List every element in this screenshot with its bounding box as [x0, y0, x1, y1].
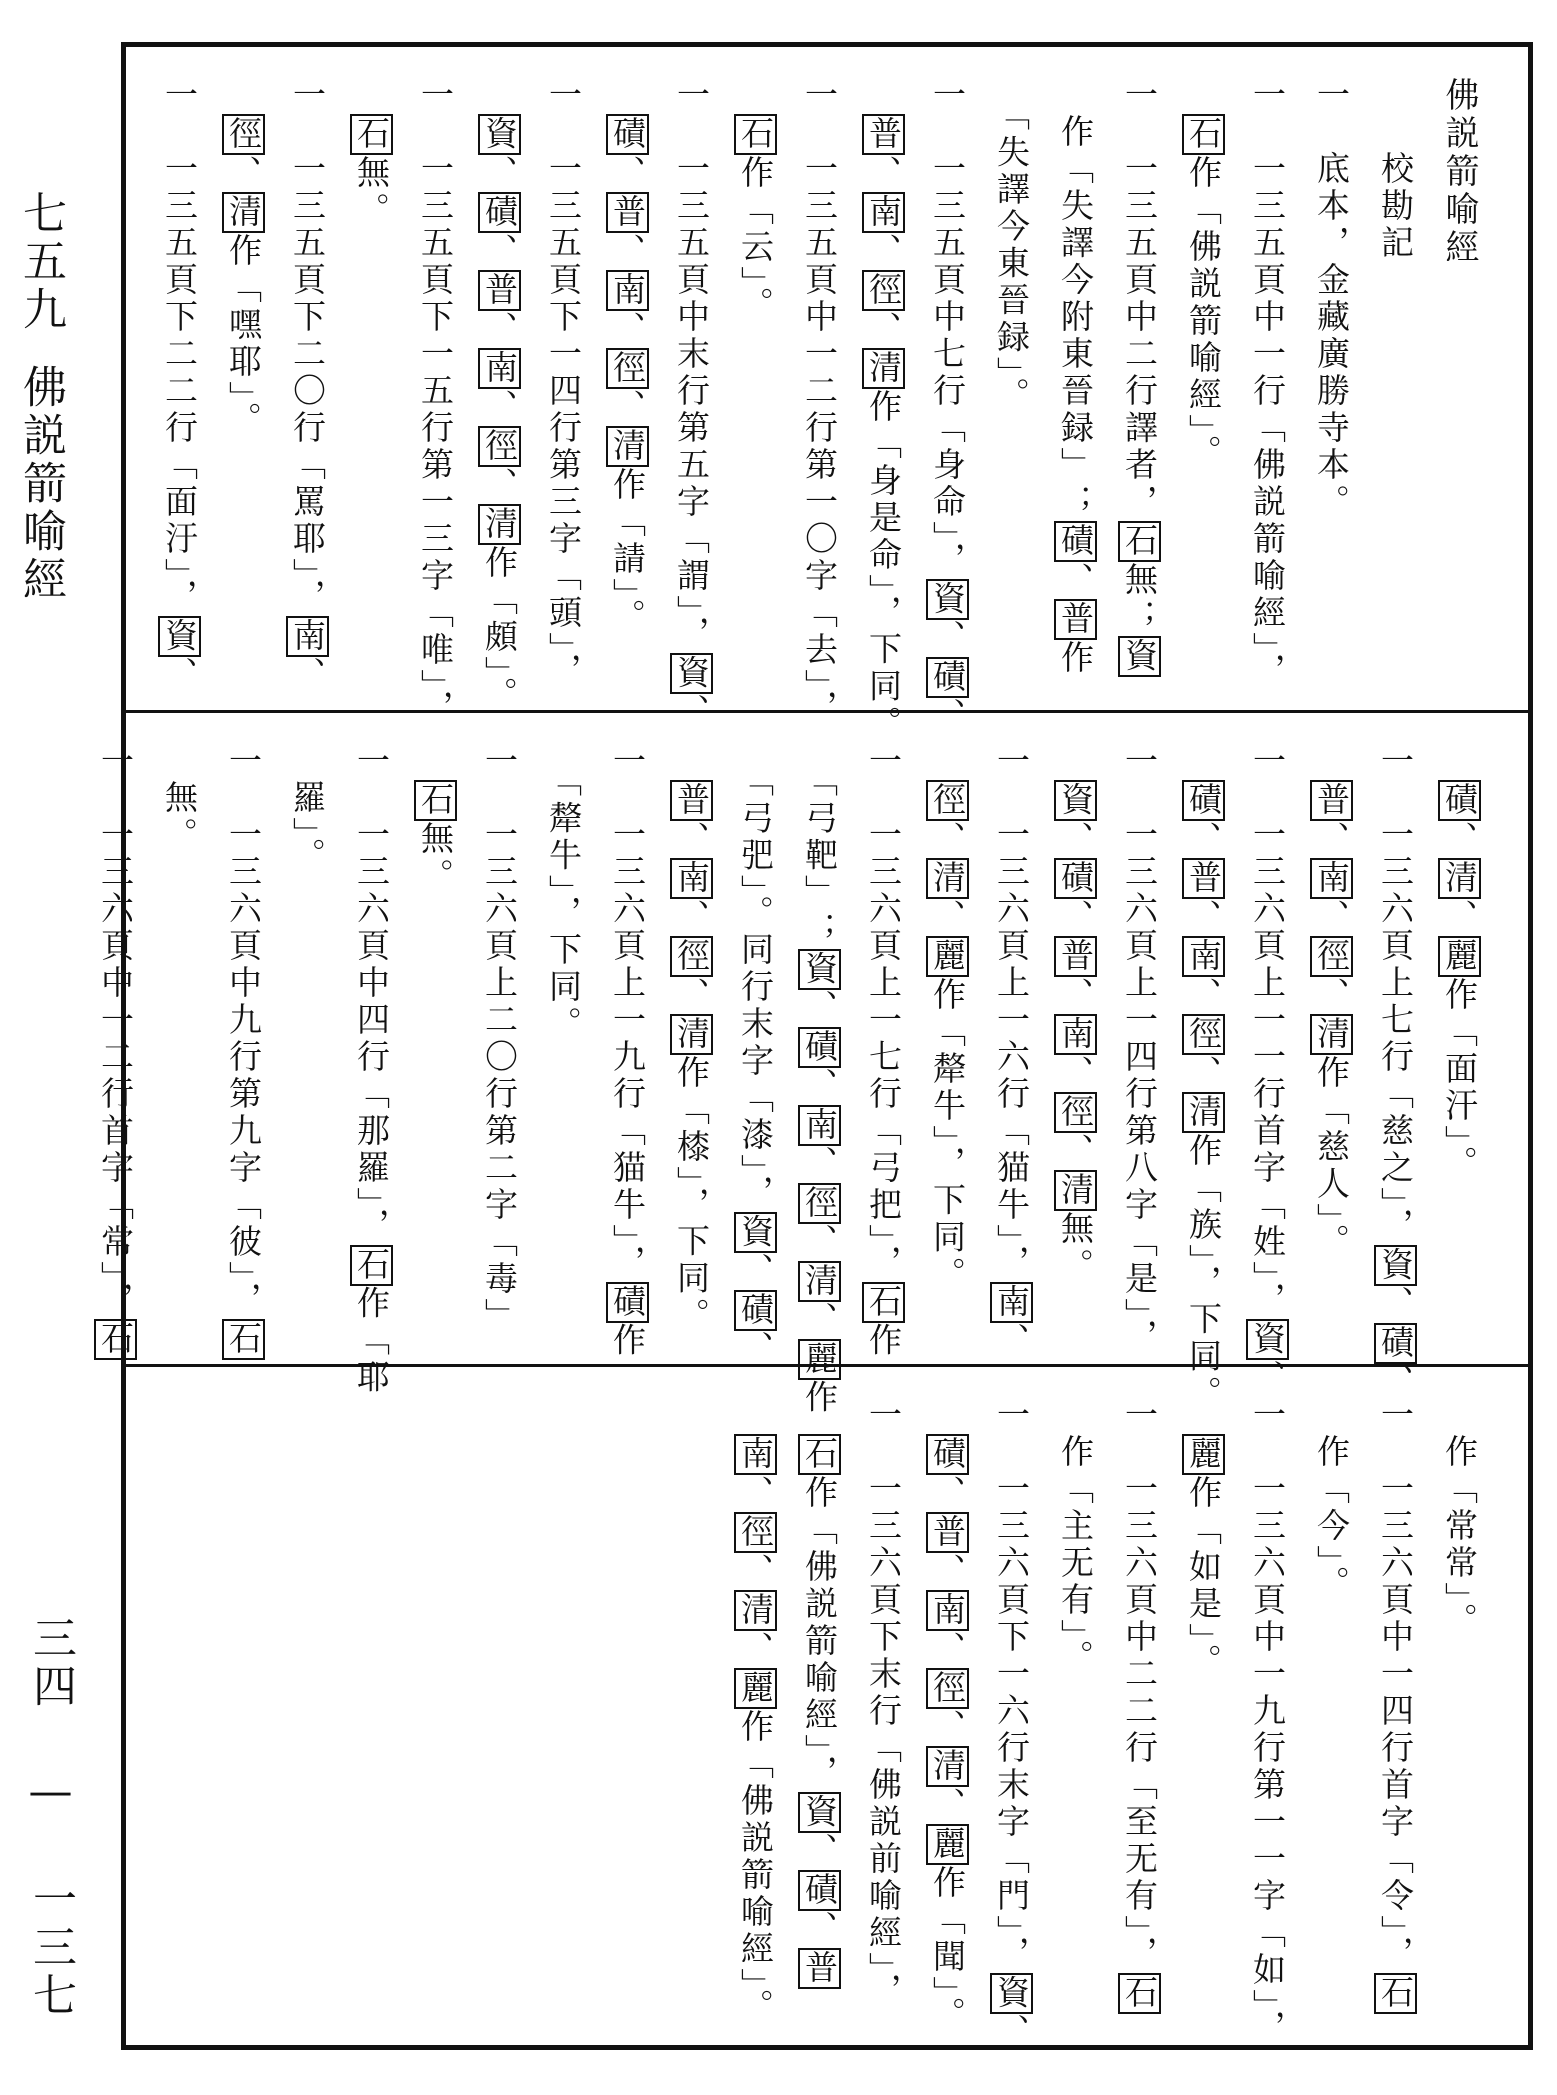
text-run: 、: [1056, 899, 1095, 936]
edition-siglum: 石: [736, 116, 775, 153]
text-run: 作「頗」。: [480, 545, 519, 714]
edition-siglum: 石: [352, 116, 391, 153]
text-column: [342, 743, 400, 1397]
text-run: 作「慈人」。: [1312, 1055, 1351, 1261]
text-run: 一 一三六頁上七行「慈之」，: [1376, 743, 1415, 1245]
text-run: 、: [480, 311, 519, 348]
text-run: 、: [480, 389, 519, 426]
text-run: 「弓靶」；: [800, 743, 839, 949]
edition-siglum: 普: [480, 272, 519, 309]
text-column: [214, 77, 272, 439]
edition-siglum: 南: [672, 860, 711, 897]
edition-siglum: 清: [224, 194, 263, 231]
text-run: 、: [288, 656, 327, 694]
text-run: [928, 743, 967, 780]
text-run: 、: [1184, 899, 1223, 936]
edition-siglum: 磧: [800, 1871, 839, 1909]
text-column: [598, 77, 656, 636]
edition-siglum: 資: [672, 654, 711, 692]
text-run: 、: [800, 1910, 839, 1948]
text-column: [1302, 1397, 1360, 1603]
text-run: 作「佛説箭喻經」。: [736, 1709, 775, 2026]
text-column: [1430, 743, 1488, 1183]
edition-siglum: 徑: [736, 1514, 775, 1551]
text-run: 、: [800, 1832, 839, 1870]
text-run: 、: [864, 155, 903, 192]
text-run: 、: [800, 1223, 839, 1261]
edition-siglum: 磧: [1440, 782, 1479, 819]
text-run: [736, 1397, 775, 1434]
edition-siglum: 南: [1056, 1016, 1095, 1053]
text-column: [982, 77, 1040, 414]
edition-siglum: 清: [672, 1016, 711, 1053]
text-run: [1312, 743, 1351, 780]
text-run: 、: [1056, 977, 1095, 1014]
text-run: 、: [672, 693, 711, 731]
text-column: [918, 743, 976, 1294]
text-run: 「弓弝」。同行末字「漆」，: [736, 743, 775, 1212]
edition-siglum: 磧: [800, 1028, 839, 1066]
page-number: 七五九: [15, 190, 66, 334]
text-run: 一 一三五頁中二行譯者，: [1120, 77, 1159, 521]
edition-siglum: 資: [800, 950, 839, 988]
edition-siglum: 南: [608, 272, 647, 309]
text-column: [1238, 743, 1296, 1397]
text-run: 、: [1312, 821, 1351, 858]
text-column: [534, 77, 592, 690]
text-run: 、: [160, 656, 199, 694]
edition-siglum: 普: [1056, 601, 1095, 638]
text-column: [918, 1397, 976, 2034]
text-column: [1110, 743, 1168, 1356]
text-run: 作「請」。: [608, 467, 647, 636]
text-run: [800, 1397, 839, 1434]
edition-siglum: 石: [416, 782, 455, 819]
text-run: [736, 77, 775, 114]
text-column: [1174, 77, 1232, 472]
text-run: 作: [800, 1379, 839, 1417]
edition-siglum: 麗: [800, 1340, 839, 1378]
text-run: [928, 1397, 967, 1434]
text-run: 無。: [160, 743, 199, 854]
text-run: [224, 77, 263, 114]
text-run: [1440, 743, 1479, 780]
text-run: 、: [1184, 1055, 1223, 1092]
text-run: 、: [1376, 1363, 1415, 1401]
text-run: 作「失譯今附東晉録」；: [1056, 77, 1095, 521]
text-run: 、: [480, 155, 519, 192]
text-column: [150, 77, 208, 694]
text-run: 一 一三六頁上一七行「弓把」，: [864, 743, 903, 1282]
text-column: [1366, 1397, 1424, 2014]
text-column: [598, 743, 656, 1360]
text-column: [790, 77, 848, 727]
edition-siglum: 麗: [928, 1826, 967, 1863]
text-column: [1430, 77, 1488, 267]
text-run: 一 一三六頁上一六行「猫牛」，: [992, 743, 1031, 1282]
text-run: 、: [672, 821, 711, 858]
text-column: [1046, 77, 1104, 677]
text-run: [1184, 1397, 1223, 1434]
edition-siglum: 資: [928, 580, 967, 618]
edition-siglum: 普: [1056, 938, 1095, 975]
text-column: [662, 77, 720, 731]
edition-siglum: 石: [224, 1320, 263, 1358]
edition-siglum: 資: [1248, 1320, 1287, 1358]
text-run: 作「云」。: [736, 155, 775, 324]
text-column: [1046, 1397, 1104, 1677]
text-column: [406, 743, 464, 895]
page-marker: [15, 190, 66, 604]
text-run: 一 底本，金藏廣勝寺本。: [1312, 77, 1351, 521]
edition-siglum: 徑: [1312, 938, 1351, 975]
text-run: 、: [928, 1787, 967, 1824]
edition-siglum: 南: [992, 1283, 1031, 1321]
text-column: [150, 743, 208, 854]
edition-siglum: 磧: [608, 1283, 647, 1321]
text-column: [726, 77, 784, 324]
text-column: [854, 1397, 912, 2010]
edition-siglum: 徑: [224, 116, 263, 153]
text-run: 、: [928, 1553, 967, 1590]
text-run: 一 一三六頁下一六行末字「門」，: [992, 1397, 1031, 1973]
edition-siglum: 普: [1312, 782, 1351, 819]
text-run: 作「面汗」。: [1440, 977, 1479, 1183]
text-column: [1366, 77, 1424, 262]
text-run: 、: [1376, 1285, 1415, 1323]
text-run: 無。: [1056, 1211, 1095, 1285]
text-run: 、: [800, 1067, 839, 1105]
text-run: 一 一三六頁中一九行第一一字「如」，: [1248, 1397, 1287, 2047]
volume-page-reference: 三四 — 一三七: [25, 1615, 76, 2020]
edition-siglum: 清: [928, 860, 967, 897]
edition-siglum: 石: [1376, 1974, 1415, 2012]
text-run: 一 一三六頁中一二行首字「常」，: [96, 743, 135, 1319]
text-column: [1430, 1397, 1488, 1640]
edition-siglum: 磧: [736, 1291, 775, 1329]
edition-siglum: 清: [1184, 1094, 1223, 1131]
text-column: [86, 743, 144, 1360]
text-run: 、: [928, 1631, 967, 1668]
text-run: 、: [992, 1322, 1031, 1360]
text-run: 、: [608, 233, 647, 270]
edition-siglum: 南: [800, 1106, 839, 1144]
text-run: 無。: [416, 821, 455, 895]
text-run: 作「佛説箭喻經」，: [800, 1475, 839, 1792]
edition-siglum: 普: [864, 116, 903, 153]
edition-siglum: 清: [800, 1262, 839, 1300]
text-column: [278, 77, 336, 694]
text-run: 、: [1184, 821, 1223, 858]
text-run: 、: [1248, 1359, 1287, 1397]
edition-siglum: 普: [1184, 860, 1223, 897]
edition-siglum: 清: [864, 350, 903, 387]
page-frame: [96, 42, 1533, 2051]
edition-siglum: 資: [160, 617, 199, 655]
edition-siglum: 南: [736, 1436, 775, 1473]
edition-siglum: 清: [736, 1592, 775, 1629]
edition-siglum: 磧: [928, 1436, 967, 1473]
text-run: 、: [736, 1475, 775, 1512]
edition-siglum: 資: [1056, 782, 1095, 819]
text-run: 、: [1312, 977, 1351, 1014]
text-run: [672, 743, 711, 780]
text-run: 一 一三六頁上一一行首字「姓」，: [1248, 743, 1287, 1319]
text-column: [1302, 743, 1360, 1261]
text-column: [982, 1397, 1040, 2051]
text-run: 作「常常」。: [1440, 1397, 1479, 1640]
text-column: [726, 743, 784, 1368]
text-run: [1056, 743, 1095, 780]
text-column: [406, 77, 464, 727]
text-run: 一 一三五頁中一二行第一〇字「去」，: [800, 77, 839, 727]
edition-siglum: 石: [1120, 523, 1159, 560]
text-column: [1302, 77, 1360, 521]
text-column: [1110, 1397, 1168, 2014]
text-run: 一 一三五頁下一五行第一三字「唯」，: [416, 77, 455, 727]
text-run: 、: [608, 155, 647, 192]
edition-siglum: 清: [1312, 1016, 1351, 1053]
edition-siglum: 南: [480, 350, 519, 387]
text-run: 一 一三六頁下末行「佛説前喻經」，: [864, 1397, 903, 2010]
edition-siglum: 資: [480, 116, 519, 153]
text-run: 作: [864, 1322, 903, 1360]
text-column: [1174, 1397, 1232, 1681]
edition-siglum: 資: [1120, 638, 1159, 675]
text-run: 、: [1056, 562, 1095, 599]
text-run: 一 一三五頁下一四行第三字「頭」，: [544, 77, 583, 690]
text-run: 、: [1440, 821, 1479, 858]
edition-siglum: 磧: [1056, 523, 1095, 560]
text-run: 、: [928, 619, 967, 657]
edition-siglum: 清: [1056, 1172, 1095, 1209]
edition-siglum: 石: [1120, 1974, 1159, 2012]
text-run: 、: [864, 311, 903, 348]
text-column: [278, 743, 336, 875]
text-column: [1238, 77, 1296, 690]
edition-siglum: 南: [288, 617, 327, 655]
text-run: 一 一三六頁中九行第九字「彼」，: [224, 743, 263, 1319]
text-run: 、: [736, 1553, 775, 1590]
text-run: 、: [800, 989, 839, 1027]
text-column: [982, 743, 1040, 1360]
edition-siglum: 石: [1184, 116, 1223, 153]
text-run: 、: [1440, 899, 1479, 936]
text-run: 一 一三五頁中一行「佛説箭喻經」，: [1248, 77, 1287, 690]
text-column: [1366, 743, 1424, 1401]
text-column: [790, 743, 848, 1417]
edition-siglum: 麗: [1184, 1436, 1223, 1473]
text-run: [1184, 77, 1223, 114]
text-run: 一 一三六頁中二二行「至无有」，: [1120, 1397, 1159, 1973]
edition-siglum: 普: [608, 194, 647, 231]
text-column: [662, 743, 720, 1335]
text-run: 、: [1312, 899, 1351, 936]
text-run: 無。: [352, 155, 391, 229]
text-run: 、: [736, 1330, 775, 1368]
text-run: 、: [992, 2013, 1031, 2051]
text-run: 、: [928, 821, 967, 858]
text-run: 、: [608, 389, 647, 426]
edition-siglum: 清: [1440, 860, 1479, 897]
edition-siglum: 清: [608, 428, 647, 465]
text-run: [480, 77, 519, 114]
text-run: 、: [928, 899, 967, 936]
text-run: 、: [1056, 1133, 1095, 1170]
edition-siglum: 麗: [1440, 938, 1479, 975]
edition-siglum: 石: [96, 1320, 135, 1358]
text-run: 、: [480, 467, 519, 504]
text-run: 作「今」。: [1312, 1397, 1351, 1603]
edition-siglum: 南: [1184, 938, 1223, 975]
text-column: [470, 77, 528, 714]
text-run: 「犛牛」，下同。: [544, 743, 583, 1043]
text-column: [534, 743, 592, 1043]
text-run: 作「嘿耶」。: [224, 233, 263, 439]
text-column: [1238, 1397, 1296, 2047]
text-run: [352, 77, 391, 114]
text-run: 作「聞」。: [928, 1865, 967, 2034]
text-run: 作「身是命」，下同。: [864, 389, 903, 743]
text-run: 一 一三五頁下二二行「面汙」，: [160, 77, 199, 616]
text-run: 一 一三六頁中四行「那羅」，: [352, 743, 391, 1245]
text-run: 、: [736, 1631, 775, 1668]
edition-siglum: 磧: [1184, 782, 1223, 819]
text-run: 一 一三六頁上一四行第八字「是」，: [1120, 743, 1159, 1356]
edition-siglum: 徑: [608, 350, 647, 387]
text-column: [1046, 743, 1104, 1285]
text-column: [854, 743, 912, 1360]
text-run: 作: [1056, 640, 1095, 677]
text-run: 一 一三五頁中七行「身命」，: [928, 77, 967, 579]
text-run: 一 一三六頁上一九行「猫牛」，: [608, 743, 647, 1282]
text-run: 、: [864, 233, 903, 270]
text-run: 作「㯃」，下同。: [672, 1055, 711, 1335]
text-run: 、: [736, 1252, 775, 1290]
text-run: 、: [608, 311, 647, 348]
text-run: 、: [1056, 1055, 1095, 1092]
edition-siglum: 資: [992, 1974, 1031, 2012]
text-run: 、: [928, 1709, 967, 1746]
text-column: [918, 77, 976, 735]
text-run: 一 一三六頁中一四行首字「令」，: [1376, 1397, 1415, 1973]
text-run: 作「如是」。: [1184, 1475, 1223, 1681]
text-run: 作「主无有」。: [1056, 1397, 1095, 1677]
edition-siglum: 石: [352, 1246, 391, 1284]
edition-siglum: 清: [480, 506, 519, 543]
edition-siglum: 資: [1376, 1246, 1415, 1284]
edition-siglum: 麗: [928, 938, 967, 975]
text-column: [1174, 743, 1232, 1413]
text-run: 作「耶: [352, 1285, 391, 1397]
text-run: 、: [928, 697, 967, 735]
text-run: [608, 77, 647, 114]
edition-siglum: 普: [928, 1514, 967, 1551]
text-run: [864, 77, 903, 114]
text-run: 作: [608, 1322, 647, 1360]
text-column: [854, 77, 912, 743]
text-column: [214, 743, 272, 1360]
text-run: 一 一三五頁中末行第五字「謂」，: [672, 77, 711, 653]
edition-siglum: 石: [800, 1436, 839, 1473]
edition-siglum: 資: [800, 1793, 839, 1831]
text-run: 、: [480, 233, 519, 270]
text-run: [1184, 743, 1223, 780]
edition-siglum: 磧: [608, 116, 647, 153]
edition-siglum: 磧: [928, 658, 967, 696]
text-run: 無；: [1120, 562, 1159, 636]
edition-siglum: 磧: [1056, 860, 1095, 897]
edition-siglum: 徑: [928, 782, 967, 819]
edition-siglum: 徑: [1056, 1094, 1095, 1131]
edition-siglum: 普: [672, 782, 711, 819]
edition-siglum: 徑: [672, 938, 711, 975]
text-run: 作「族」，下同。: [1184, 1133, 1223, 1413]
edition-siglum: 南: [864, 194, 903, 231]
text-run: 、: [224, 155, 263, 192]
text-run: 一 一三六頁上二〇行第二字「毒」: [480, 743, 519, 1335]
text-column: [1110, 77, 1168, 677]
text-run: 、: [800, 1145, 839, 1183]
text-column: [342, 77, 400, 229]
edition-siglum: 徑: [1184, 1016, 1223, 1053]
text-column: [726, 1397, 784, 2026]
text-run: 校勘記: [1376, 77, 1415, 262]
text-run: 、: [672, 899, 711, 936]
register-bottom: [126, 1367, 1528, 2051]
text-run: 「失譯今東晉録」。: [992, 77, 1031, 414]
register-top: [126, 47, 1528, 743]
edition-siglum: 普: [800, 1949, 839, 1987]
edition-siglum: 磧: [1376, 1324, 1415, 1362]
text-run: 佛説箭喻經: [1439, 77, 1479, 267]
text-run: 、: [1184, 977, 1223, 1014]
edition-siglum: 資: [736, 1213, 775, 1251]
edition-siglum: 徑: [928, 1670, 967, 1707]
text-run: 、: [1056, 821, 1095, 858]
text-run: [416, 743, 455, 780]
edition-siglum: 麗: [736, 1670, 775, 1707]
text-column: [470, 743, 528, 1335]
register-middle: [96, 713, 1528, 1417]
text-run: 、: [928, 1475, 967, 1512]
edition-siglum: 徑: [800, 1184, 839, 1222]
edition-siglum: 徑: [864, 272, 903, 309]
text-run: 一 一三五頁下二〇行「罵耶」，: [288, 77, 327, 616]
edition-siglum: 磧: [480, 194, 519, 231]
edition-siglum: 南: [928, 1592, 967, 1629]
edition-siglum: 清: [928, 1748, 967, 1785]
edition-siglum: 徑: [480, 428, 519, 465]
edition-siglum: 南: [1312, 860, 1351, 897]
edition-siglum: 石: [864, 1283, 903, 1321]
text-run: 、: [672, 977, 711, 1014]
text-run: 、: [800, 1301, 839, 1339]
text-run: 作「佛説箭喻經」。: [1184, 155, 1223, 472]
text-run: 作「犛牛」，下同。: [928, 977, 967, 1294]
sutra-title: 佛説箭喻經: [15, 364, 66, 604]
text-run: 羅」。: [288, 743, 327, 875]
text-column: [790, 1397, 848, 1989]
